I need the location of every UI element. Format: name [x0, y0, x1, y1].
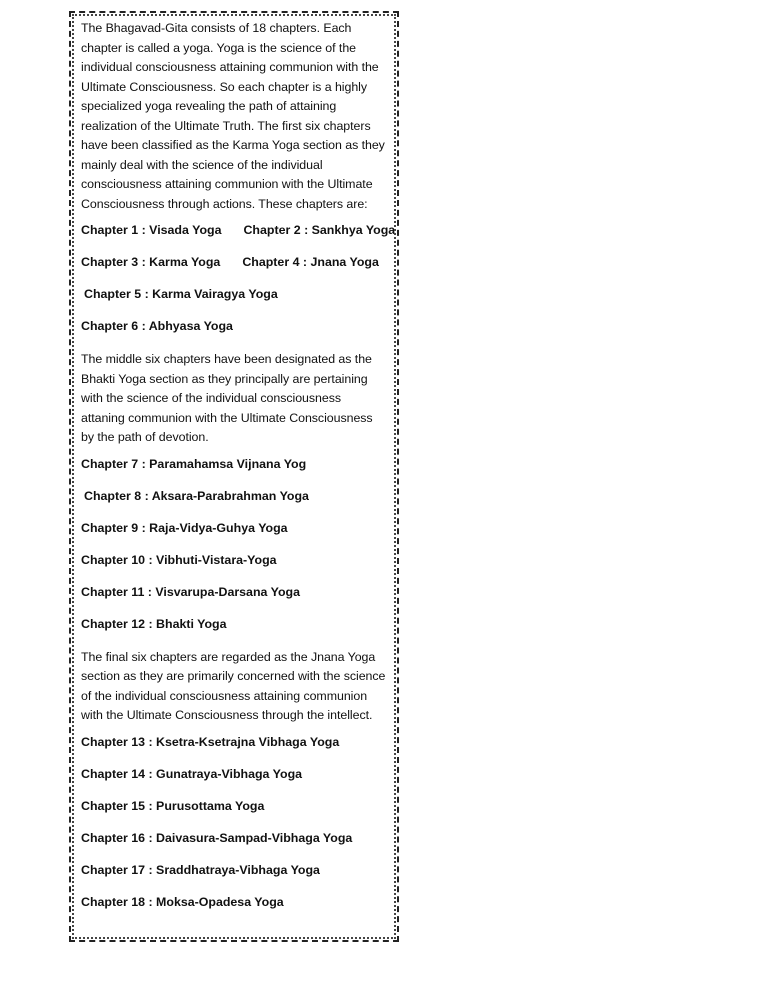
chapter-11: Chapter 11 : Visvarupa-Darsana Yoga — [81, 584, 300, 599]
chapter-10: Chapter 10 : Vibhuti-Vistara-Yoga — [81, 552, 277, 567]
chapter-13: Chapter 13 : Ksetra-Ksetrajna Vibhaga Yoga — [81, 734, 340, 749]
chapter-3: Chapter 3 : Karma Yoga — [81, 255, 221, 269]
chapter-16: Chapter 16 : Daivasura-Sampad-Vibhaga Yoga — [81, 830, 353, 845]
chapter-1: Chapter 1 : Visada Yoga — [81, 223, 222, 237]
chapter-list-box — [69, 11, 399, 942]
chapter-18: Chapter 18 : Moksa-Opadesa Yoga — [81, 894, 284, 909]
chapter-4: Chapter 4 : Jnana Yoga — [242, 255, 379, 269]
chapter-8: Chapter 8 : Aksara-Parabrahman Yoga — [84, 488, 309, 503]
karma-yoga-intro: The Bhagavad-Gita consists of 18 chapters. Each chapter is called a yoga. Yoga is the science of the individual consciousness attaining communion with the Ultimate Consciousness. So each chapter is a highly specialized yoga revealing the path of attaining realization of the Ultimate Truth. The first six chapters have been classified as the Karma Yoga section as they mainly deal with the science of the individual consciousness attaining communion with the Ultimate Consciousness through actions. These chapters are: — [81, 21, 385, 211]
chapter-15: Chapter 15 : Purusottama Yoga — [81, 798, 265, 813]
chapter-5: Chapter 5 : Karma Vairagya Yoga — [84, 287, 278, 301]
chapter-7: Chapter 7 : Paramahamsa Vijnana Yog — [81, 456, 307, 471]
jnana-yoga-intro: The final six chapters are regarded as the Jnana Yoga section as they are primarily concerned with the science of the individual consciousness attaining communion with the Ultimate Consciousness through the intellect. — [81, 649, 386, 722]
chapter-6: Chapter 6 : Abhyasa Yoga — [81, 319, 233, 333]
chapter-17: Chapter 17 : Sraddhatraya-Vibhaga Yoga — [81, 862, 320, 877]
chapter-14: Chapter 14 : Gunatraya-Vibhaga Yoga — [81, 766, 303, 781]
chapter-row-1-2 — [81, 222, 396, 238]
bhakti-yoga-intro: The middle six chapters have been designated as the Bhakti Yoga section as they principally are pertaining with the science of the individual consciousness attaning communion with the Ultimate Consciousness by the path of devotion. — [81, 352, 373, 444]
chapter-9: Chapter 9 : Raja-Vidya-Guhya Yoga — [81, 520, 288, 535]
chapter-2: Chapter 2 : Sankhya Yoga — [243, 223, 396, 237]
chapter-row-3-4 — [81, 254, 387, 270]
chapter-12: Chapter 12 : Bhakti Yoga — [81, 616, 227, 631]
